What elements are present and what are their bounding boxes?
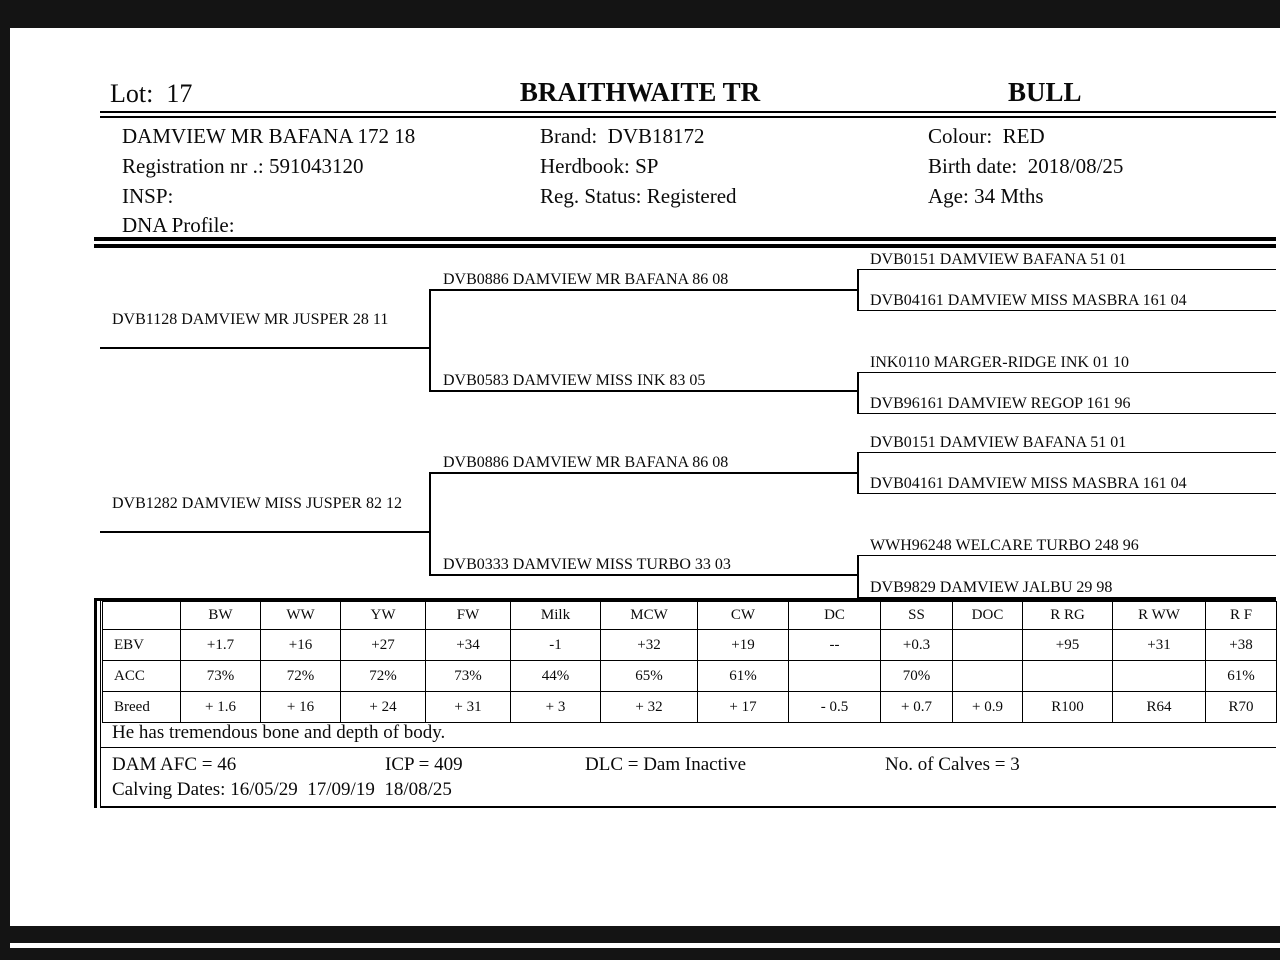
breed-cell: R70 bbox=[1206, 692, 1277, 723]
birth-date: Birth date: 2018/08/25 bbox=[928, 154, 1124, 178]
sire-underline bbox=[100, 347, 430, 349]
insp: INSP: bbox=[122, 184, 174, 208]
dd-sire-underline bbox=[857, 555, 1276, 556]
colour: Colour: RED bbox=[928, 124, 1045, 148]
ebv-cell: +32 bbox=[601, 630, 698, 661]
acc-cell: 44% bbox=[511, 661, 601, 692]
scan-border-bottom-inner bbox=[0, 948, 1280, 960]
pedigree-connector-dam bbox=[429, 472, 431, 576]
pedigree-dam-dam: DVB0333 DAMVIEW MISS TURBO 33 03 bbox=[443, 556, 731, 573]
ebv-col-header: DC bbox=[789, 602, 881, 630]
breed-cell: + 1.6 bbox=[181, 692, 261, 723]
calves-count: No. of Calves = 3 bbox=[885, 754, 1020, 775]
dam-underline bbox=[100, 531, 430, 533]
dam-dam-underline bbox=[430, 574, 858, 576]
sd-dam-underline bbox=[857, 413, 1276, 414]
acc-cell: 65% bbox=[601, 661, 698, 692]
acc-cell bbox=[1023, 661, 1113, 692]
breed-cell: + 31 bbox=[426, 692, 511, 723]
dam-afc: DAM AFC = 46 bbox=[112, 754, 237, 775]
table-left-rule-inner bbox=[100, 598, 101, 808]
breed-cell: R100 bbox=[1023, 692, 1113, 723]
ebv-col-header: WW bbox=[261, 602, 341, 630]
sire-sire-underline bbox=[430, 289, 858, 291]
section-rule-2 bbox=[94, 244, 1276, 248]
ebv-cell: +19 bbox=[698, 630, 789, 661]
ebv-cell bbox=[953, 630, 1023, 661]
breed-row-label: Breed bbox=[103, 692, 181, 723]
ebv-row-label: EBV bbox=[103, 630, 181, 661]
icp: ICP = 409 bbox=[385, 754, 463, 775]
animal-type: BULL bbox=[1008, 77, 1082, 107]
dna-profile: DNA Profile: bbox=[122, 213, 235, 237]
registration-number: Registration nr .: 591043120 bbox=[122, 154, 364, 178]
ebv-cell: +1.7 bbox=[181, 630, 261, 661]
breed-cell: + 24 bbox=[341, 692, 426, 723]
breed-row bbox=[103, 692, 1277, 723]
ebv-cell: +16 bbox=[261, 630, 341, 661]
ebv-col-header: YW bbox=[341, 602, 426, 630]
ebv-col-header: R WW bbox=[1113, 602, 1206, 630]
pedigree-ss-dam: DVB04161 DAMVIEW MISS MASBRA 161 04 bbox=[870, 292, 1187, 309]
breed-cell: + 0.9 bbox=[953, 692, 1023, 723]
ebv-cell: +31 bbox=[1113, 630, 1206, 661]
sd-sire-underline bbox=[857, 372, 1276, 373]
ebv-header-row bbox=[103, 602, 1277, 630]
scan-border-left bbox=[0, 0, 10, 960]
sire-dam-underline bbox=[430, 390, 858, 392]
breed-cell: + 16 bbox=[261, 692, 341, 723]
comment-rule bbox=[100, 747, 1276, 748]
acc-cell: 73% bbox=[426, 661, 511, 692]
ebv-col-header: CW bbox=[698, 602, 789, 630]
ebv-table bbox=[102, 601, 1277, 723]
herdbook: Herdbook: SP bbox=[540, 154, 659, 178]
ss-sire-underline bbox=[857, 269, 1276, 270]
pedigree-ds-sire: DVB0151 DAMVIEW BAFANA 51 01 bbox=[870, 434, 1127, 451]
acc-cell bbox=[1113, 661, 1206, 692]
scan-border-bottom-outer bbox=[0, 926, 1280, 943]
acc-cell: 61% bbox=[698, 661, 789, 692]
pedigree-sd-sire: INK0110 MARGER-RIDGE INK 01 10 bbox=[870, 354, 1129, 371]
pedigree-connector-gg2 bbox=[857, 372, 859, 414]
ds-dam-underline bbox=[857, 493, 1276, 494]
scan-border-top bbox=[0, 0, 1280, 28]
pedigree-connector-gg4 bbox=[857, 555, 859, 598]
animal-name: DAMVIEW MR BAFANA 172 18 bbox=[122, 124, 416, 148]
acc-cell: 72% bbox=[261, 661, 341, 692]
acc-cell: 73% bbox=[181, 661, 261, 692]
pedigree-ss-sire: DVB0151 DAMVIEW BAFANA 51 01 bbox=[870, 251, 1127, 268]
footer-rule bbox=[100, 806, 1276, 808]
acc-cell: 72% bbox=[341, 661, 426, 692]
breed-cell: R64 bbox=[1113, 692, 1206, 723]
table-left-rule-outer bbox=[94, 598, 97, 808]
ebv-col-header: DOC bbox=[953, 602, 1023, 630]
ebv-row bbox=[103, 630, 1277, 661]
acc-cell: 61% bbox=[1206, 661, 1277, 692]
brand: Brand: DVB18172 bbox=[540, 124, 705, 148]
comment: He has tremendous bone and depth of body. bbox=[112, 722, 446, 743]
ebv-col-header: MCW bbox=[601, 602, 698, 630]
pedigree-connector-gg3 bbox=[857, 452, 859, 494]
dlc: DLC = Dam Inactive bbox=[585, 754, 747, 775]
breed-cell: + 17 bbox=[698, 692, 789, 723]
ss-dam-underline bbox=[857, 310, 1276, 311]
breed-cell: + 32 bbox=[601, 692, 698, 723]
reg-status: Reg. Status: Registered bbox=[540, 184, 737, 208]
pedigree-sd-dam: DVB96161 DAMVIEW REGOP 161 96 bbox=[870, 395, 1131, 412]
pedigree-dam: DVB1282 DAMVIEW MISS JUSPER 82 12 bbox=[112, 495, 402, 512]
pedigree-dam-sire: DVB0886 DAMVIEW MR BAFANA 86 08 bbox=[443, 454, 729, 471]
acc-cell bbox=[953, 661, 1023, 692]
ebv-col-header: FW bbox=[426, 602, 511, 630]
breed-cell: + 3 bbox=[511, 692, 601, 723]
ebv-cell: +0.3 bbox=[881, 630, 953, 661]
ds-sire-underline bbox=[857, 452, 1276, 453]
breed-cell: + 0.7 bbox=[881, 692, 953, 723]
ebv-cell: +38 bbox=[1206, 630, 1277, 661]
ebv-col-header: Milk bbox=[511, 602, 601, 630]
section-rule-1 bbox=[94, 237, 1276, 241]
age: Age: 34 Mths bbox=[928, 184, 1044, 208]
ebv-cell: -- bbox=[789, 630, 881, 661]
header-rule-1 bbox=[100, 111, 1276, 113]
ebv-col-header: BW bbox=[181, 602, 261, 630]
acc-cell bbox=[789, 661, 881, 692]
dam-sire-underline bbox=[430, 472, 858, 474]
ebv-cell: -1 bbox=[511, 630, 601, 661]
ebv-col-header: R RG bbox=[1023, 602, 1113, 630]
ebv-cell: +27 bbox=[341, 630, 426, 661]
pedigree-sire-sire: DVB0886 DAMVIEW MR BAFANA 86 08 bbox=[443, 271, 729, 288]
ebv-col-header: SS bbox=[881, 602, 953, 630]
ebv-col-header: R F bbox=[1206, 602, 1277, 630]
acc-row-label: ACC bbox=[103, 661, 181, 692]
pedigree-dd-sire: WWH96248 WELCARE TURBO 248 96 bbox=[870, 537, 1139, 554]
pedigree-dd-dam: DVB9829 DAMVIEW JALBU 29 98 bbox=[870, 579, 1113, 596]
ebv-col-header bbox=[103, 602, 181, 630]
pedigree-sire: DVB1128 DAMVIEW MR JUSPER 28 11 bbox=[112, 311, 389, 328]
breed-cell: - 0.5 bbox=[789, 692, 881, 723]
pedigree-sire-dam: DVB0583 DAMVIEW MISS INK 83 05 bbox=[443, 372, 706, 389]
header-rule-2 bbox=[100, 116, 1276, 118]
lot-number: Lot: 17 bbox=[110, 79, 193, 108]
acc-row bbox=[103, 661, 1277, 692]
breeder-name: BRAITHWAITE TR bbox=[519, 77, 761, 107]
calving-dates: Calving Dates: 16/05/29 17/09/19 18/08/25 bbox=[112, 779, 452, 800]
ebv-cell: +34 bbox=[426, 630, 511, 661]
pedigree-connector-gg1 bbox=[857, 269, 859, 311]
pedigree-connector-sire bbox=[429, 289, 431, 392]
ebv-cell: +95 bbox=[1023, 630, 1113, 661]
acc-cell: 70% bbox=[881, 661, 953, 692]
pedigree-ds-dam: DVB04161 DAMVIEW MISS MASBRA 161 04 bbox=[870, 475, 1187, 492]
